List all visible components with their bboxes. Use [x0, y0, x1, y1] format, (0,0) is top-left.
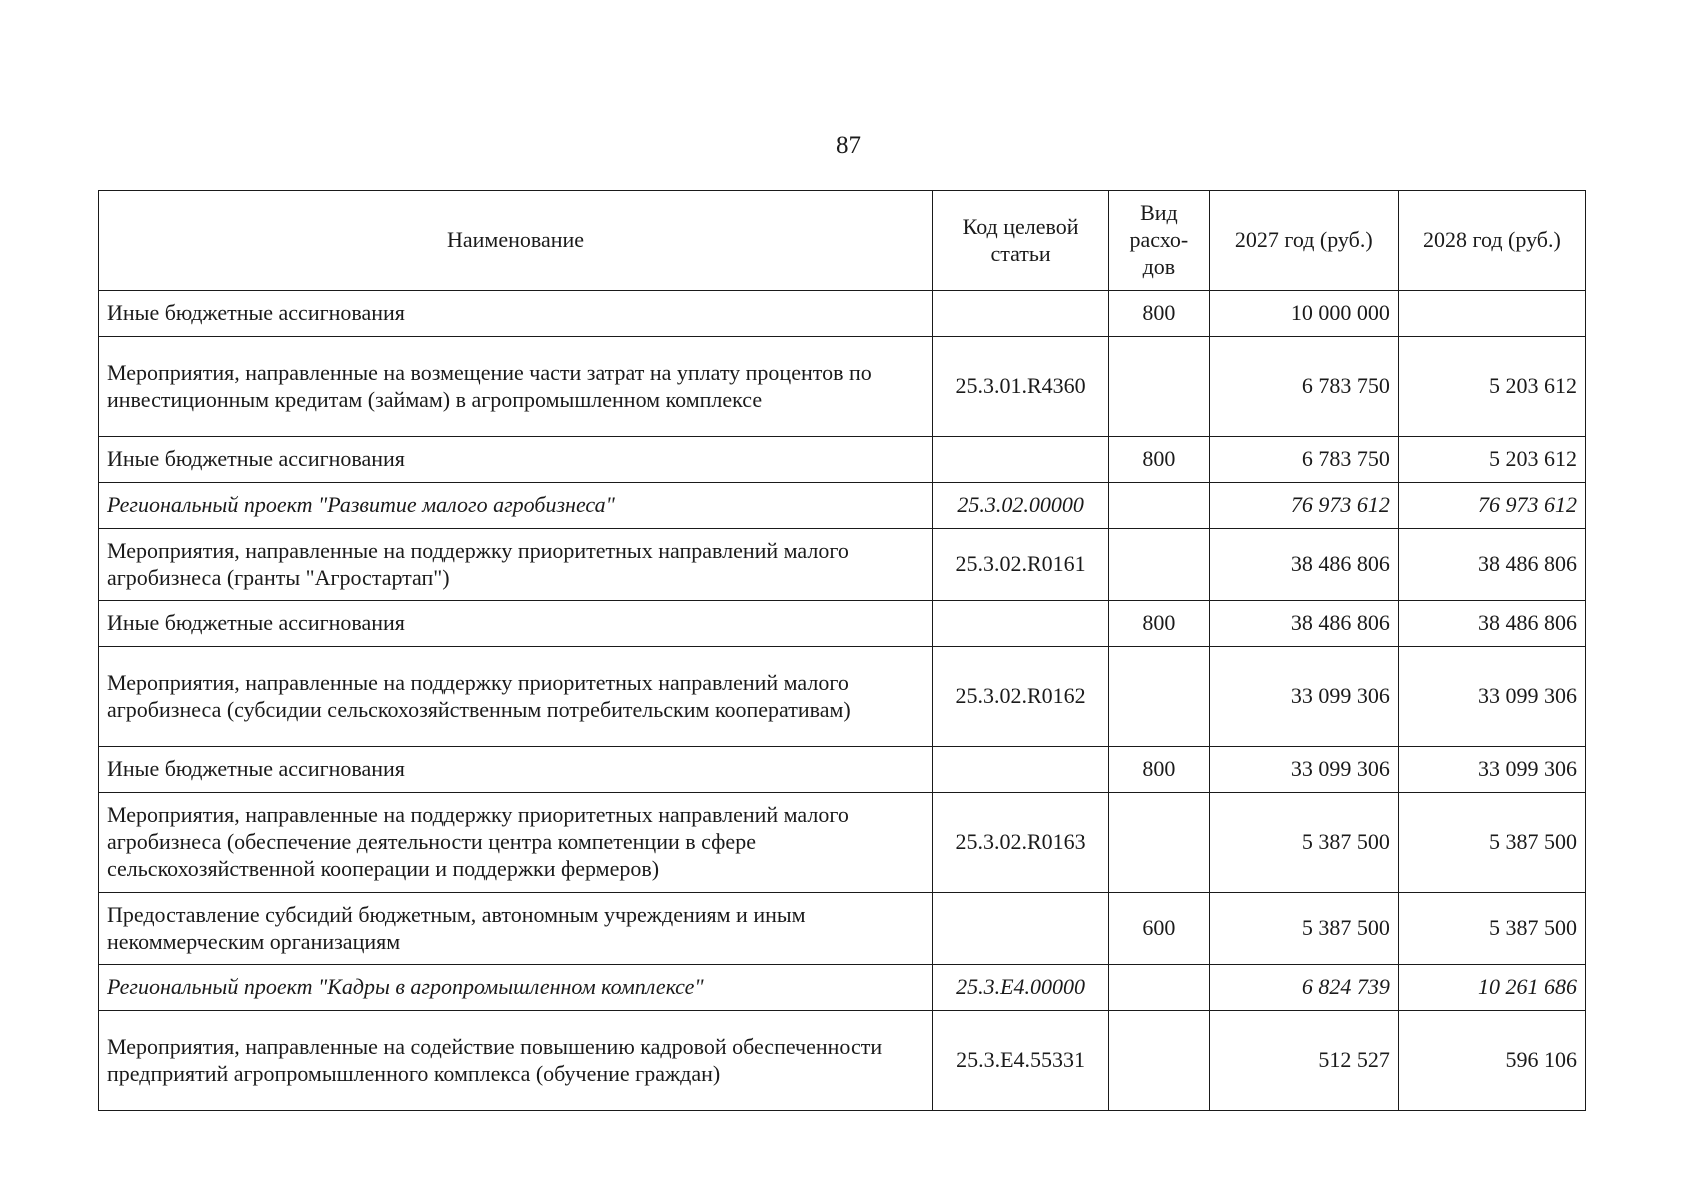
cell-2028: 5 387 500: [1398, 793, 1585, 893]
cell-code: [933, 601, 1109, 647]
cell-name: Региональный проект "Развитие малого агробизнеса": [99, 483, 933, 529]
cell-name: Мероприятия, направленные на возмещение части затрат на уплату процентов по инвестиционным кредитам (займам) в агропромышленном комплексе: [99, 337, 933, 437]
table-row: [99, 1011, 1586, 1111]
cell-2028: 5 387 500: [1398, 893, 1585, 965]
cell-2027: 33 099 306: [1209, 747, 1398, 793]
cell-name: Мероприятия, направленные на поддержку приоритетных направлений малого агробизнеса (обеспечение деятельности центра компетенции в сфере сельскохозяйственной кооперации и поддержки фермеров): [99, 793, 933, 893]
cell-vid: [1109, 483, 1210, 529]
cell-2027: 6 783 750: [1209, 437, 1398, 483]
cell-name: Мероприятия, направленные на содействие повышению кадровой обеспеченности предприятий агропромышленного комплекса (обучение граждан): [99, 1011, 933, 1111]
cell-2028: 10 261 686: [1398, 965, 1585, 1011]
cell-2028: 38 486 806: [1398, 601, 1585, 647]
table-row: [99, 529, 1586, 601]
cell-2027: 5 387 500: [1209, 893, 1398, 965]
cell-2027: 76 973 612: [1209, 483, 1398, 529]
cell-2027: 38 486 806: [1209, 601, 1398, 647]
cell-code: [933, 747, 1109, 793]
table-header-row: [99, 191, 1586, 291]
cell-name: Мероприятия, направленные на поддержку приоритетных направлений малого агробизнеса (субсидии сельскохозяйственным потребительским кооперативам): [99, 647, 933, 747]
table-row: [99, 337, 1586, 437]
cell-name: Мероприятия, направленные на поддержку приоритетных направлений малого агробизнеса (гранты "Агростартап"): [99, 529, 933, 601]
cell-vid: [1109, 647, 1210, 747]
table-row: [99, 291, 1586, 337]
cell-2027: 6 783 750: [1209, 337, 1398, 437]
table-row: [99, 965, 1586, 1011]
cell-vid: 800: [1109, 291, 1210, 337]
header-2027: 2027 год (руб.): [1209, 191, 1398, 291]
page-number: 87: [836, 132, 861, 159]
cell-code: 25.3.Е4.00000: [933, 965, 1109, 1011]
cell-vid: [1109, 529, 1210, 601]
cell-code: 25.3.02.00000: [933, 483, 1109, 529]
table-row: [99, 483, 1586, 529]
table-row: [99, 747, 1586, 793]
table-row: [99, 793, 1586, 893]
cell-2028: 596 106: [1398, 1011, 1585, 1111]
cell-vid: 600: [1109, 893, 1210, 965]
table-row: [99, 893, 1586, 965]
header-2028: 2028 год (руб.): [1398, 191, 1585, 291]
cell-name: Региональный проект "Кадры в агропромышленном комплексе": [99, 965, 933, 1011]
cell-name: Иные бюджетные ассигнования: [99, 437, 933, 483]
cell-2027: 10 000 000: [1209, 291, 1398, 337]
cell-name: Иные бюджетные ассигнования: [99, 601, 933, 647]
cell-vid: [1109, 965, 1210, 1011]
cell-2027: 6 824 739: [1209, 965, 1398, 1011]
cell-vid: [1109, 337, 1210, 437]
cell-2028: 33 099 306: [1398, 747, 1585, 793]
cell-code: 25.3.01.R4360: [933, 337, 1109, 437]
cell-2028: 38 486 806: [1398, 529, 1585, 601]
cell-2027: 33 099 306: [1209, 647, 1398, 747]
cell-name: Предоставление субсидий бюджетным, автономным учреждениям и иным некоммерческим организациям: [99, 893, 933, 965]
cell-code: 25.3.02.R0162: [933, 647, 1109, 747]
header-vid: Вид расхо-дов: [1109, 191, 1210, 291]
cell-vid: 800: [1109, 601, 1210, 647]
cell-2028: 5 203 612: [1398, 437, 1585, 483]
cell-code: [933, 893, 1109, 965]
cell-code: 25.3.02.R0161: [933, 529, 1109, 601]
cell-2027: 38 486 806: [1209, 529, 1398, 601]
cell-2028: 76 973 612: [1398, 483, 1585, 529]
table-row: [99, 437, 1586, 483]
cell-name: Иные бюджетные ассигнования: [99, 291, 933, 337]
cell-code: 25.3.Е4.55331: [933, 1011, 1109, 1111]
budget-table: [98, 190, 1586, 1111]
table-row: [99, 601, 1586, 647]
cell-vid: [1109, 1011, 1210, 1111]
cell-vid: 800: [1109, 747, 1210, 793]
cell-code: [933, 437, 1109, 483]
cell-vid: 800: [1109, 437, 1210, 483]
cell-2028: 33 099 306: [1398, 647, 1585, 747]
table-row: [99, 647, 1586, 747]
cell-2027: 5 387 500: [1209, 793, 1398, 893]
cell-2028: 5 203 612: [1398, 337, 1585, 437]
cell-name: Иные бюджетные ассигнования: [99, 747, 933, 793]
cell-code: [933, 291, 1109, 337]
cell-2028: [1398, 291, 1585, 337]
header-code: Код целевой статьи: [933, 191, 1109, 291]
table-body: [99, 291, 1586, 1111]
header-name: Наименование: [99, 191, 933, 291]
cell-2027: 512 527: [1209, 1011, 1398, 1111]
cell-code: 25.3.02.R0163: [933, 793, 1109, 893]
cell-vid: [1109, 793, 1210, 893]
